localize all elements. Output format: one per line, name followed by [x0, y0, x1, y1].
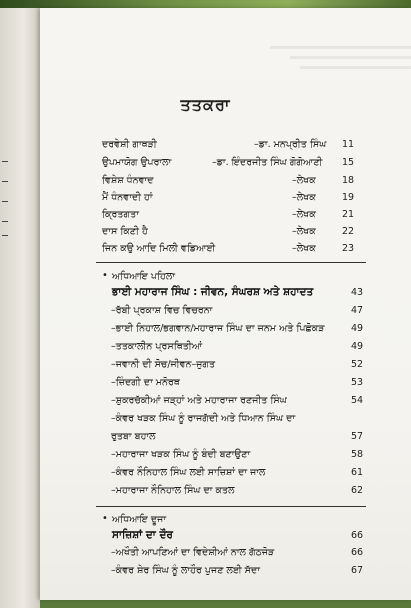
toc-subentry-page: 54 [351, 395, 364, 406]
toc-entry-author: –ਲੇਖਕ [292, 243, 316, 254]
chapter-bullet-icon: • [102, 270, 108, 281]
toc-entry-author: –ਡਾ. ਇੰਦਰਜੀਤ ਸਿੰਘ ਗੋਗੋਆਣੀ [212, 157, 323, 168]
toc-subentry: –ਭਾਈ ਨਿਹਾਲ/ਭਗਵਾਨ/ਮਹਾਰਾਜ ਸਿੰਘ ਦਾ ਜਨਮ ਅਤੇ ਪਿਛੋਕੜ [111, 323, 325, 334]
toc-entry-author: –ਲੇਖਕ [292, 226, 316, 237]
toc-subentry: –ਜਵਾਨੀ ਦੀ ਸੋਚ/ਜੀਵਨ–ਜੁਗਤ [111, 359, 216, 370]
toc-subentry: –ਮਹਾਰਾਜਾ ਨੌਨਿਹਾਲ ਸਿੰਘ ਦਾ ਕਤਲ [111, 485, 235, 496]
toc-subentry-page: 67 [351, 565, 364, 576]
left-page-mark [2, 161, 8, 162]
section-divider [96, 262, 366, 263]
left-page-mark [2, 221, 8, 222]
chapter-page: 66 [351, 530, 364, 541]
toc-subentry: –ਜ਼ਿੰਦਗੀ ਦਾ ਮਨੋਰਥ [111, 377, 180, 388]
toc-subentry: –ਸ਼ੁਕਰਚੱਕੀਆਂ ਜੜ੍ਹਾਂ ਅਤੇ ਮਹਾਰਾਜਾ ਰਣਜੀਤ ਸਿੰਘ [111, 395, 287, 406]
toc-entry-page: 19 [342, 192, 355, 203]
toc-entry-author: –ਡਾ. ਮਨਪ੍ਰੀਤ ਸਿੰਘ [254, 139, 327, 150]
toc-subentry-page: 58 [351, 449, 364, 460]
toc-subentry-page: 49 [351, 341, 364, 352]
toc-entry-page: 23 [342, 243, 355, 254]
toc-subentry-continued: ਰੁਤਬਾ ਬਹਾਲ [111, 431, 156, 442]
toc-entry-author: –ਲੇਖਕ [292, 192, 316, 203]
toc-subentry: –ਅਖੌਤੀ ਆਪਣਿਆਂ ਦਾ ਵਿਦੇਸ਼ੀਆਂ ਨਾਲ ਗੱਠਜੋੜ [111, 547, 275, 558]
toc-entry-author: –ਲੇਖਕ [292, 209, 316, 220]
toc-subentry-page: 62 [351, 485, 364, 496]
toc-subentry: –ਰੱਬੀ ਪ੍ਰਕਾਸ਼ ਵਿਚ ਵਿਚਰਨਾ [111, 305, 213, 316]
left-page-mark [2, 181, 8, 182]
section-divider [96, 506, 366, 507]
toc-entry-author: –ਲੇਖਕ [292, 175, 316, 186]
toc-subentry-page: 53 [351, 377, 364, 388]
toc-entry-title: ਦਾਸ ਕਿਣੀ ਹੈ [102, 226, 148, 237]
toc-subentry-page: 49 [351, 323, 364, 334]
toc-entry-page: 21 [342, 209, 355, 220]
bleed-through-text [300, 66, 411, 69]
chapter-bullet-icon: • [102, 513, 108, 524]
toc-entry-title: ਉਪਮਾਯੋਗ ਉਪਰਾਲਾ [102, 157, 172, 168]
toc-entry-page: 11 [342, 139, 355, 150]
toc-entry-title: ਦਰਵੇਸ਼ੀ ਗਾਥੜੀ [102, 139, 157, 150]
left-page-mark [2, 201, 8, 202]
page-title: ਤਤਕਰਾ [180, 95, 231, 114]
toc-entry-page: 22 [342, 226, 355, 237]
bleed-through-text [270, 46, 411, 49]
toc-subentry-page: 57 [351, 431, 364, 442]
toc-subentry-page: 66 [351, 547, 364, 558]
chapter-page: 43 [351, 287, 364, 298]
toc-entry-title: ਜਿਨ ਕਉ ਆਦਿ ਮਿਲੀ ਵਡਿਆਈ [102, 243, 216, 254]
chapter-heading: ਭਾਈ ਮਹਾਰਾਜ ਸਿੰਘ : ਜੀਵਨ, ਸੰਘਰਸ਼ ਅਤੇ ਸ਼ਹਾਦਤ [112, 286, 314, 298]
toc-entry-title: ਮੈਂ ਧੰਨਵਾਦੀ ਹਾਂ [102, 192, 153, 203]
toc-entry-page: 15 [342, 157, 355, 168]
toc-subentry: –ਮਹਾਰਾਜਾ ਖੜਕ ਸਿੰਘ ਨੂੰ ਬੰਦੀ ਬਣਾਉਣਾ [111, 449, 251, 460]
toc-subentry: –ਕੰਵਰ ਖੜਕ ਸਿੰਘ ਨੂੰ ਰਾਜਗੱਦੀ ਅਤੇ ਧਿਆਨ ਸਿੰਘ ਦਾ [111, 413, 296, 424]
chapter-heading: ਸਾਜ਼ਿਸ਼ਾਂ ਦਾ ਦੌਰ [112, 529, 173, 541]
toc-subentry-page: 47 [351, 305, 364, 316]
chapter-label: ਅਧਿਆਇ ਪਹਿਲਾ [112, 271, 175, 282]
bleed-through-text [290, 56, 411, 59]
toc-subentry: –ਕੰਵਰ ਨੌਨਿਹਾਲ ਸਿੰਘ ਲਈ ਸਾਜ਼ਿਸ਼ਾਂ ਦਾ ਜਾਲ [111, 467, 266, 478]
toc-subentry-page: 52 [351, 359, 364, 370]
toc-subentry: –ਤਤਕਾਲੀਨ ਪ੍ਰਸਥਿਤੀਆਂ [111, 341, 203, 352]
toc-subentry-page: 61 [351, 467, 364, 478]
toc-entry-title: ਕ੍ਰਿਤਗਤਾ [102, 209, 139, 220]
left-page-mark [2, 235, 8, 236]
toc-entry-title: ਵਿਸ਼ੇਸ਼ ਧੰਨਵਾਦ [102, 175, 154, 186]
chapter-label: ਅਧਿਆਇ ਦੂਜਾ [112, 514, 167, 525]
toc-entry-page: 18 [342, 175, 355, 186]
toc-subentry: –ਕੰਵਰ ਸ਼ੇਰ ਸਿੰਘ ਨੂੰ ਲਾਹੌਰ ਪੁਜਣ ਲਈ ਸੱਦਾ [111, 565, 260, 576]
